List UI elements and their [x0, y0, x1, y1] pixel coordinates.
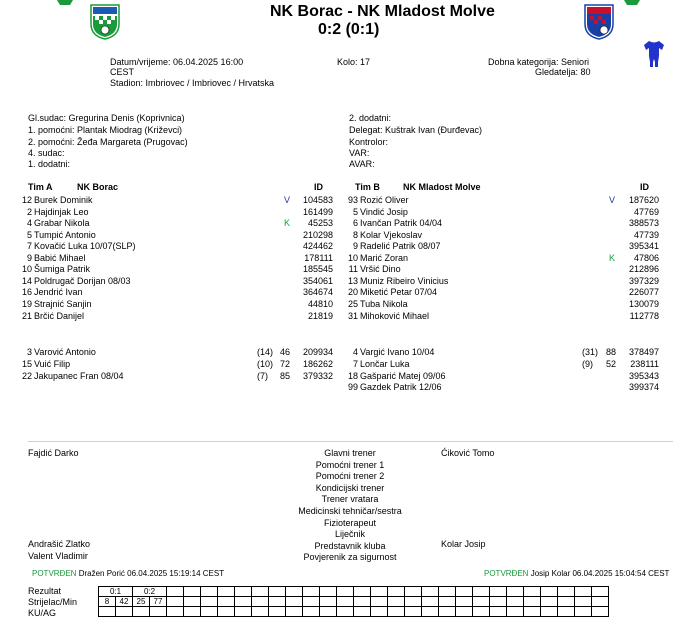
staff-role-label: Glavni trener: [324, 448, 376, 458]
match-score: 0:2 (0:1): [318, 21, 380, 38]
match-title: NK Borac - NK Mladost Molve: [270, 3, 495, 20]
sub-number: 4: [352, 347, 358, 357]
grid-row: [99, 607, 609, 617]
player-name: Miketić Petar 07/04: [360, 287, 438, 298]
grid-cell: [320, 607, 337, 617]
grid-cell: [490, 597, 507, 607]
sub-id: 209934: [302, 347, 333, 357]
grid-cell: [269, 607, 286, 617]
grid-cell: [524, 587, 541, 597]
sub-id: 399374: [628, 382, 659, 393]
sub-id: 395343: [628, 370, 659, 381]
grid-cell: [422, 597, 439, 607]
sub-id: 378497: [628, 347, 659, 357]
player-id: 44810: [307, 298, 333, 309]
grid-cell: [184, 597, 201, 607]
grid-cell: [167, 597, 184, 607]
player-id: 47739: [633, 229, 659, 240]
player-name: Marić Zoran: [360, 252, 409, 263]
grid-cell: [575, 597, 592, 607]
player-id: 395341: [628, 241, 659, 252]
player-number: 93: [347, 195, 358, 205]
player-number: 14: [21, 275, 32, 286]
grid-cell: [456, 587, 473, 597]
grid-cell: [269, 587, 286, 597]
staff-role-label: Povjerenik za sigurnost: [303, 552, 397, 563]
player-row: [0, 298, 691, 310]
grid-cell: [218, 587, 235, 597]
player-id: 104583: [302, 195, 333, 205]
grid-cell: [541, 607, 558, 617]
player-name: Kovačić Luka 10/07(SLP): [34, 241, 136, 252]
staff-role-label: Trener vratara: [321, 494, 379, 505]
grid-cell: [405, 607, 422, 617]
grid-label-ku: KU/AG: [28, 608, 57, 618]
grid-cell: [439, 587, 456, 597]
player-row: [0, 206, 691, 218]
player-number: 4: [26, 218, 32, 229]
sub-replaced: (9): [582, 358, 593, 369]
player-number: 10: [347, 252, 358, 263]
player-name: Grabar Nikola: [34, 218, 90, 229]
player-number: 5: [26, 229, 32, 240]
grid-cell: [218, 607, 235, 617]
sub-id: 379332: [302, 370, 333, 381]
official-controller: Kontrolor:: [349, 137, 389, 147]
sub-replaced: (31): [582, 347, 599, 357]
team-b-label: Tim B: [355, 182, 380, 192]
away-club-rep: Kolar Josip: [441, 539, 486, 549]
sub-id: 186262: [302, 358, 333, 369]
player-name: Rozić Oliver: [360, 195, 409, 205]
grid-cell: [490, 587, 507, 597]
home-kit-icon: [55, 0, 75, 6]
grid-cell: [439, 607, 456, 617]
player-id: 112778: [629, 310, 659, 321]
player-number: 21: [21, 310, 32, 321]
sub-number: 7: [352, 358, 358, 369]
player-name: Kolar Vjekoslav: [360, 229, 423, 240]
player-name: Vindić Josip: [360, 206, 408, 217]
player-id: 364674: [302, 287, 333, 298]
team-a-label: Tim A: [28, 182, 53, 192]
staff-role-label: Medicinski tehničar/sestra: [298, 506, 402, 516]
grid-cell: [592, 597, 609, 607]
grid-label-result: Rezultat: [28, 586, 62, 596]
official-delegate: Delegat: Kuštrak Ivan (Đurđevac): [349, 125, 483, 135]
player-id: 424462: [302, 241, 333, 252]
player-id: 45253: [307, 218, 333, 229]
official-fourth: 4. sudac:: [28, 148, 65, 158]
player-role-mark: V: [609, 195, 616, 205]
grid-cell: [303, 607, 320, 617]
player-number: 25: [347, 298, 358, 309]
sub-id: 238111: [630, 358, 659, 369]
grid-cell: [490, 607, 507, 617]
official-assistant-2: 2. pomoćni: Žeđa Margareta (Prugovac): [28, 137, 188, 147]
grid-cell: [235, 607, 252, 617]
grid-cell: [473, 607, 490, 617]
player-number: 5: [352, 206, 358, 217]
home-club-rep: Andrašić Zlatko: [28, 539, 91, 549]
grid-cell: [286, 587, 303, 597]
grid-cell: [439, 597, 456, 607]
spectators: Gledatelja: 80: [535, 67, 591, 77]
grid-cell: [133, 607, 150, 617]
sub-replaced: (14): [257, 347, 274, 357]
player-number: 9: [26, 252, 32, 263]
sub-number: 18: [347, 370, 358, 381]
player-name: Radelić Patrik 08/07: [360, 241, 441, 252]
match-stadium: Stadion: Imbriovec / Imbriovec / Hrvatska: [110, 78, 275, 88]
player-id: 178111: [304, 252, 333, 263]
player-id: 212896: [628, 264, 659, 275]
sub-name: Varović Antonio: [34, 347, 96, 357]
confirm-left: [32, 569, 224, 578]
player-name: Strajnić Sanjin: [34, 298, 92, 309]
player-row: [0, 194, 691, 206]
sub-name: Gašparić Matej 09/06: [360, 370, 446, 381]
player-row: [0, 229, 691, 241]
staff-role-label: Pomoćni trener 2: [315, 471, 385, 482]
grid-cell: [218, 597, 235, 607]
sub-minute: 46: [279, 347, 290, 357]
player-row: [0, 240, 691, 252]
grid-cell: [371, 607, 388, 617]
player-id: 47769: [633, 206, 659, 217]
player-name: Burek Dominik: [34, 195, 93, 205]
staff-role-label: Liječnik: [334, 529, 365, 540]
grid-cell: [354, 587, 371, 597]
match-timezone: CEST: [110, 67, 135, 77]
grid-cell: [405, 597, 422, 607]
grid-cell: [184, 587, 201, 597]
sub-number: 3: [26, 347, 32, 357]
grid-cell: [303, 587, 320, 597]
player-name: Poldrugač Dorijan 08/03: [34, 275, 131, 286]
grid-cell: [507, 607, 524, 617]
grid-cell: [507, 597, 524, 607]
grid-cell: [405, 587, 422, 597]
grid-cell: [456, 597, 473, 607]
sub-row: [0, 358, 691, 370]
player-number: 16: [21, 287, 32, 298]
sub-name: Jakupanec Fran 08/04: [34, 370, 124, 381]
grid-cell: 0:2: [133, 587, 167, 597]
player-name: Jendrić Ivan: [34, 287, 83, 298]
away-crest-icon: [584, 4, 614, 40]
player-role-mark: V: [284, 195, 291, 205]
grid-cell: [269, 597, 286, 607]
team-a-name: NK Borac: [77, 182, 119, 192]
grid-cell: [235, 587, 252, 597]
confirm-status-right: POTVRĐEN: [484, 569, 529, 578]
confirm-right: [484, 569, 669, 578]
player-name: Ivančan Patrik 04/04: [360, 218, 443, 229]
player-id: 388573: [628, 218, 659, 229]
grid-cell: [201, 607, 218, 617]
player-row: [0, 217, 691, 229]
grid-cell: [388, 597, 405, 607]
grid-cell: [252, 587, 269, 597]
official-var: VAR:: [349, 148, 370, 158]
player-id: 130079: [628, 298, 659, 309]
grid-cell: [524, 607, 541, 617]
grid-cell: [252, 607, 269, 617]
player-role-mark: K: [284, 218, 291, 229]
player-id: 210298: [302, 229, 333, 240]
player-name: Hajdinjak Leo: [34, 206, 89, 217]
sub-row: [0, 346, 691, 358]
grid-cell: [99, 607, 116, 617]
grid-cell: 42: [116, 597, 133, 607]
grid-cell: [320, 597, 337, 607]
team-b-name: NK Mladost Molve: [403, 182, 481, 192]
player-id: 397329: [628, 275, 659, 286]
sub-minute: 88: [605, 347, 616, 357]
away-kit-top-icon: [622, 0, 642, 6]
player-name: Tumpić Antonio: [34, 229, 96, 240]
grid-cell: [473, 587, 490, 597]
grid-cell: [201, 597, 218, 607]
sub-number: 15: [21, 358, 32, 369]
grid-cell: [286, 597, 303, 607]
grid-cell: 25: [133, 597, 150, 607]
team-a-id-header: ID: [314, 182, 323, 192]
official-assistant-1: 1. pomoćni: Plantak Miodrag (Križevci): [28, 125, 183, 135]
grid-cell: [592, 607, 609, 617]
player-id: 185545: [302, 264, 333, 275]
grid-cell: [116, 607, 133, 617]
grid-cell: [422, 587, 439, 597]
player-name: Muniz Ribeiro Vinicius: [360, 275, 449, 286]
sub-replaced: (10): [257, 358, 274, 369]
grid-cell: [558, 607, 575, 617]
player-number: 20: [347, 287, 358, 298]
official-referee: Gl.sudac: Gregurina Denis (Koprivnica): [28, 113, 185, 123]
player-name: Šumiga Patrik: [34, 264, 91, 275]
player-number: 13: [347, 275, 358, 286]
player-row: [0, 286, 691, 298]
player-id: 354061: [302, 275, 333, 286]
grid-cell: 0:1: [99, 587, 133, 597]
grid-cell: 77: [150, 597, 167, 607]
grid-cell: [473, 597, 490, 607]
grid-cell: [235, 597, 252, 607]
staff-role-label: Pomoćni trener 1: [315, 459, 385, 470]
player-number: 12: [21, 195, 32, 205]
player-number: 2: [26, 206, 32, 217]
staff-role-label: Fizioterapeut: [323, 517, 377, 528]
sub-minute: 52: [605, 358, 616, 369]
home-crest-icon: [90, 4, 120, 40]
player-number: 8: [352, 229, 358, 240]
sub-minute: 85: [279, 370, 290, 381]
grid-cell: [167, 587, 184, 597]
grid-cell: [337, 587, 354, 597]
grid-row: [99, 597, 609, 607]
grid-cell: [575, 607, 592, 617]
player-name: Tuba Nikola: [360, 298, 408, 309]
grid-cell: [422, 607, 439, 617]
grid-cell: [371, 597, 388, 607]
score-grid: [98, 586, 609, 617]
sub-name: Lončar Luka: [360, 358, 410, 369]
grid-cell: [320, 587, 337, 597]
grid-cell: [388, 587, 405, 597]
grid-cell: [354, 597, 371, 607]
player-number: 10: [21, 264, 32, 275]
player-role-mark: K: [609, 252, 616, 263]
grid-cell: [541, 587, 558, 597]
away-head-coach: Ćiković Tomo: [441, 448, 495, 458]
grid-cell: [456, 607, 473, 617]
player-name: Mihoković Mihael: [360, 310, 430, 321]
player-id: 47806: [633, 252, 659, 263]
away-kit-icon: [643, 40, 665, 68]
staff-role-label: Predstavnik kluba: [314, 540, 386, 551]
match-round: Kolo: 17: [337, 57, 371, 67]
confirm-right-text: Josip Kolar 06.04.2025 15:04:54 CEST: [530, 569, 670, 578]
player-name: Vršić Dino: [360, 264, 401, 275]
player-number: 9: [352, 241, 358, 252]
divider: [28, 441, 673, 442]
staff-role-label: Kondicijski trener: [315, 482, 385, 493]
player-row: [0, 275, 691, 287]
sub-replaced: (7): [257, 370, 268, 381]
player-id: 226077: [628, 287, 659, 298]
grid-label-scorers: Strijelac/Min: [28, 597, 78, 607]
grid-cell: [575, 587, 592, 597]
sub-name: Vargić Ivano 10/04: [360, 347, 435, 357]
sub-name: Gazdek Patrik 12/06: [360, 382, 442, 393]
player-row: [0, 263, 691, 275]
grid-cell: [558, 597, 575, 607]
grid-cell: [371, 587, 388, 597]
home-security: Valent Vladimir: [28, 551, 88, 561]
grid-cell: 8: [99, 597, 116, 607]
player-id: 187620: [628, 195, 659, 205]
sub-minute: 72: [279, 358, 290, 369]
player-number: 19: [21, 298, 32, 309]
player-name: Brčić Danijel: [34, 310, 85, 321]
grid-cell: [337, 607, 354, 617]
grid-cell: [167, 607, 184, 617]
grid-cell: [354, 607, 371, 617]
player-id: 21819: [307, 310, 333, 321]
player-row: [0, 252, 691, 264]
sub-row: [0, 381, 691, 393]
official-avar: AVAR:: [349, 159, 375, 169]
player-number: 6: [352, 218, 358, 229]
home-head-coach: Fajdić Darko: [28, 448, 79, 458]
team-b-id-header: ID: [640, 182, 649, 192]
official-additional-1: 1. dodatni:: [28, 159, 71, 169]
confirm-left-text: Dražen Porić 06.04.2025 15:19:14 CEST: [78, 569, 225, 578]
grid-cell: [558, 587, 575, 597]
grid-cell: [388, 607, 405, 617]
grid-cell: [541, 597, 558, 607]
grid-cell: [286, 607, 303, 617]
player-number: 11: [348, 264, 358, 275]
player-name: Babić Mihael: [34, 252, 86, 263]
age-category: Dobna kategorija: Seniori: [488, 57, 590, 67]
grid-cell: [592, 587, 609, 597]
player-row: [0, 310, 691, 322]
grid-cell: [337, 597, 354, 607]
grid-cell: [507, 587, 524, 597]
player-number: 31: [347, 310, 358, 321]
grid-cell: [524, 597, 541, 607]
sub-number: 99: [347, 382, 358, 393]
sub-name: Vuić Filip: [34, 358, 71, 369]
grid-cell: [201, 587, 218, 597]
player-id: 161499: [302, 206, 333, 217]
grid-cell: [150, 607, 167, 617]
confirm-status-left: POTVRĐEN: [32, 569, 77, 578]
match-datetime: Datum/vrijeme: 06.04.2025 16:00: [110, 57, 244, 67]
sub-number: 22: [21, 370, 32, 381]
grid-cell: [252, 597, 269, 607]
grid-row: [99, 587, 609, 597]
sub-row: [0, 370, 691, 382]
grid-cell: [303, 597, 320, 607]
player-number: 7: [26, 241, 32, 252]
official-additional-2: 2. dodatni:: [349, 113, 392, 123]
grid-cell: [184, 607, 201, 617]
